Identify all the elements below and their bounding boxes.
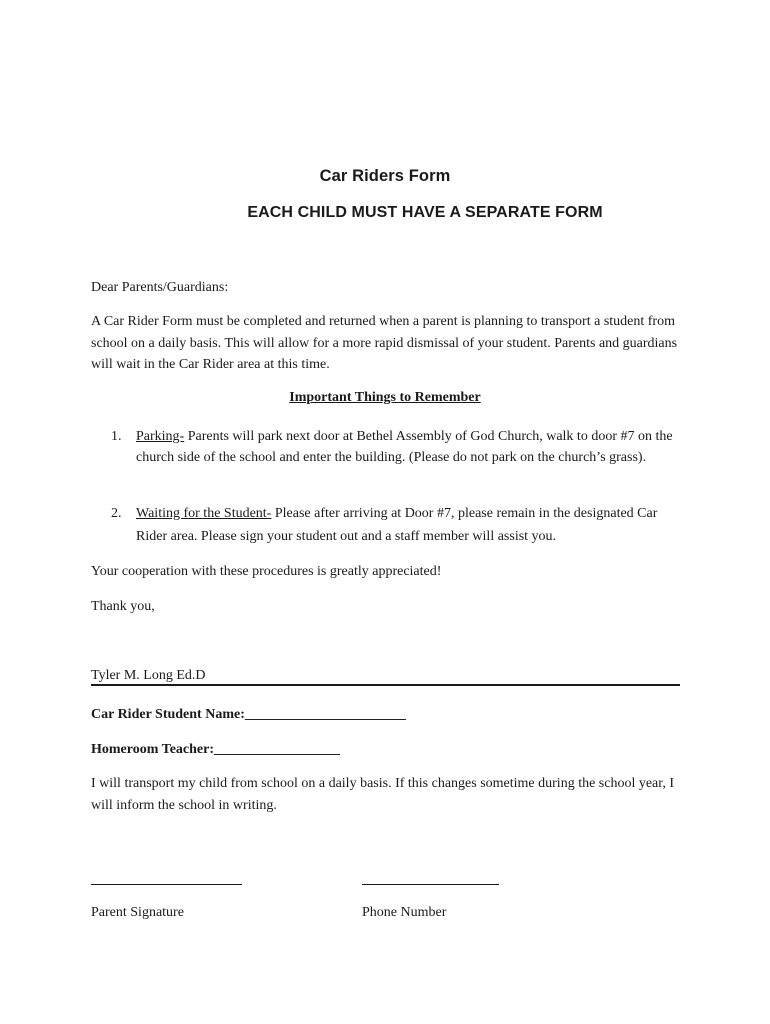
homeroom-teacher-field[interactable]: Homeroom Teacher:__________________ — [91, 742, 340, 757]
phone-number-line[interactable] — [362, 884, 499, 885]
parent-signature-line[interactable] — [91, 884, 242, 885]
list-item-text: Please after arriving at Door #7, please remain in the designated Car Rider area. Please sign your student out and a staff member will assist you. — [136, 506, 658, 544]
remember-list — [111, 426, 691, 468]
list-item-text: Parents will park next door at Bethel Assembly of God Church, walk to door #7 on the church side of the school and enter the building. (Please do not park on the church’s grass). — [136, 429, 673, 465]
salutation: Dear Parents/Guardians: — [91, 280, 229, 295]
list-item-number: 2. — [111, 506, 122, 521]
student-name-field[interactable]: Car Rider Student Name:_______________________ — [91, 707, 406, 722]
cooperation-note: Your cooperation with these procedures is greatly appreciated! — [91, 564, 442, 579]
agreement-paragraph: I will transport my child from school on a daily basis. If this changes sometime during the school year, I will inform the school in writing. — [91, 776, 675, 813]
intro-paragraph: A Car Rider Form must be completed and returned when a parent is planning to transport a student from school on a daily basis. This will allow for a more rapid dismissal of your student. Parents and guardians will wait in the Car Rider area at this time. — [91, 314, 678, 372]
phone-number-label: Phone Number — [362, 905, 447, 920]
remember-list-continued — [111, 502, 691, 548]
signer-name: Tyler M. Long Ed.D — [91, 668, 206, 683]
list-item-lead: Waiting for the Student- — [136, 506, 272, 521]
closing: Thank you, — [91, 599, 155, 614]
list-item-number: 1. — [111, 429, 122, 444]
list-item — [111, 426, 691, 468]
signature-divider — [91, 684, 680, 686]
list-item-lead: Parking- — [136, 429, 185, 444]
parent-signature-label: Parent Signature — [91, 905, 184, 920]
form-title: Car Riders Form — [319, 167, 451, 185]
section-heading: Important Things to Remember — [289, 390, 481, 405]
form-subtitle: EACH CHILD MUST HAVE A SEPARATE FORM — [247, 204, 603, 221]
list-item — [111, 502, 691, 548]
